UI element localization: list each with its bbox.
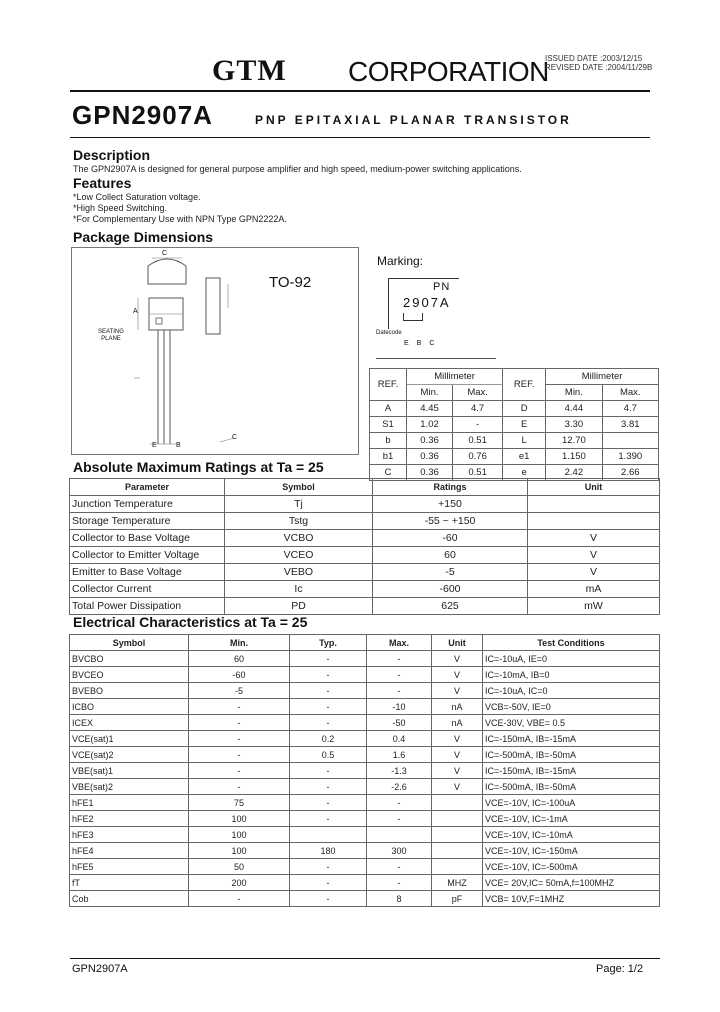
ec-row-cell: -10 bbox=[367, 699, 432, 715]
dim-row bbox=[370, 401, 659, 417]
dim-hdr-ref2: REF. bbox=[503, 369, 546, 401]
ec-row-cell: IC=-10mA, IB=0 bbox=[483, 667, 660, 683]
ec-row-cell: - bbox=[189, 699, 290, 715]
feature-item: *Low Collect Saturation voltage. bbox=[73, 192, 201, 202]
header-rule bbox=[70, 90, 650, 92]
date-block bbox=[545, 54, 652, 72]
dim-row-cell: 4.7 bbox=[602, 401, 658, 417]
amr-row-cell: -600 bbox=[373, 581, 528, 598]
dim-label-c: C bbox=[162, 250, 168, 257]
ec-header-row bbox=[70, 635, 660, 651]
amr-row-cell: VCBO bbox=[225, 530, 373, 547]
ec-table bbox=[69, 634, 660, 907]
amr-row-cell: +150 bbox=[373, 496, 528, 513]
ec-row-cell: hFE1 bbox=[70, 795, 189, 811]
amr-hdr: Ratings bbox=[373, 479, 528, 496]
subtitle-rule bbox=[70, 137, 650, 138]
dim-row-cell: 0.36 bbox=[407, 465, 453, 481]
lead-mark-b: B bbox=[416, 340, 430, 347]
ec-row-cell: -5 bbox=[189, 683, 290, 699]
ec-row-cell: VCE-30V, VBE= 0.5 bbox=[483, 715, 660, 731]
ec-row bbox=[70, 779, 660, 795]
dim-row-cell: S1 bbox=[370, 417, 407, 433]
feature-item: *High Speed Switching. bbox=[73, 203, 168, 213]
datecode-label: Datecode bbox=[376, 330, 402, 336]
dim-row-cell: 2.66 bbox=[602, 465, 658, 481]
issued-date: ISSUED DATE :2003/12/15 bbox=[545, 54, 643, 63]
seating-text: SEATING bbox=[98, 329, 124, 335]
ec-row-cell: VCE(sat)2 bbox=[70, 747, 189, 763]
ec-row-cell: VCE=-10V, IC=-150mA bbox=[483, 843, 660, 859]
ec-row-cell: - bbox=[290, 795, 367, 811]
dim-row-cell: e1 bbox=[503, 449, 546, 465]
dim-header-row bbox=[370, 369, 659, 385]
ec-row-cell: hFE4 bbox=[70, 843, 189, 859]
dim-row-cell: 1.02 bbox=[407, 417, 453, 433]
dim-row-cell: b1 bbox=[370, 449, 407, 465]
ec-row-cell: -2.6 bbox=[367, 779, 432, 795]
amr-row-cell: -60 bbox=[373, 530, 528, 547]
amr-row-cell: PD bbox=[225, 598, 373, 615]
ec-row bbox=[70, 843, 660, 859]
ec-row-cell bbox=[290, 827, 367, 843]
amr-row-cell: 625 bbox=[373, 598, 528, 615]
ec-row-cell: VCE=-10V, IC=-1mA bbox=[483, 811, 660, 827]
marking-rule bbox=[376, 358, 496, 359]
ec-row-cell: - bbox=[367, 795, 432, 811]
dim-label-cc: C bbox=[232, 434, 238, 441]
ec-row bbox=[70, 667, 660, 683]
dim-row-cell: A bbox=[370, 401, 407, 417]
dim-hdr-ref: REF. bbox=[370, 369, 407, 401]
dim-row bbox=[370, 417, 659, 433]
marking-box bbox=[388, 278, 459, 329]
dim-row-cell: 0.36 bbox=[407, 433, 453, 449]
dim-row bbox=[370, 433, 659, 449]
lead-marks bbox=[404, 340, 442, 347]
ec-row-cell: - bbox=[290, 811, 367, 827]
dim-row-cell: 4.44 bbox=[546, 401, 602, 417]
ec-row-cell: VBE(sat)1 bbox=[70, 763, 189, 779]
ec-row-cell: VCE=-10V, IC=-100uA bbox=[483, 795, 660, 811]
ec-row-cell: hFE3 bbox=[70, 827, 189, 843]
ec-hdr: Max. bbox=[367, 635, 432, 651]
package-drawing-box bbox=[71, 247, 359, 455]
ec-row-cell: 1.6 bbox=[367, 747, 432, 763]
amr-row-cell: Collector Current bbox=[70, 581, 225, 598]
lead-mark-c: C bbox=[429, 340, 443, 347]
dim-row-cell: 1.390 bbox=[602, 449, 658, 465]
ec-row-cell: 200 bbox=[189, 875, 290, 891]
ec-row-cell: V bbox=[432, 651, 483, 667]
footer-part: GPN2907A bbox=[72, 963, 128, 975]
feature-item: *For Complementary Use with NPN Type GPN2222A. bbox=[73, 214, 287, 224]
amr-row-cell: Collector to Base Voltage bbox=[70, 530, 225, 547]
ec-row-cell: 100 bbox=[189, 827, 290, 843]
dim-row-cell: 12.70 bbox=[546, 433, 602, 449]
ec-row-cell: 60 bbox=[189, 651, 290, 667]
ec-row-cell: 0.4 bbox=[367, 731, 432, 747]
ec-row-cell: - bbox=[290, 763, 367, 779]
ec-row-cell: V bbox=[432, 667, 483, 683]
amr-row bbox=[70, 513, 660, 530]
ec-row-cell: V bbox=[432, 779, 483, 795]
ec-row-cell bbox=[432, 827, 483, 843]
amr-row-cell: Collector to Emitter Voltage bbox=[70, 547, 225, 564]
ec-row-cell: nA bbox=[432, 715, 483, 731]
ec-hdr: Typ. bbox=[290, 635, 367, 651]
plane-text: PLANE bbox=[101, 336, 121, 342]
ec-row-cell: - bbox=[290, 715, 367, 731]
amr-row-cell: mA bbox=[528, 581, 660, 598]
ec-row-cell: 180 bbox=[290, 843, 367, 859]
ec-row-cell: ICEX bbox=[70, 715, 189, 731]
amr-row-cell: V bbox=[528, 547, 660, 564]
ec-row bbox=[70, 747, 660, 763]
ec-row-cell: - bbox=[367, 875, 432, 891]
ec-row-cell: - bbox=[189, 891, 290, 907]
ec-row-cell: 50 bbox=[189, 859, 290, 875]
amr-row-cell: VCEO bbox=[225, 547, 373, 564]
package-title: Package Dimensions bbox=[73, 229, 214, 245]
dim-body bbox=[370, 401, 659, 481]
marking-line-1: PN bbox=[433, 281, 451, 293]
dim-row-cell: 0.51 bbox=[453, 433, 503, 449]
amr-row-cell: Junction Temperature bbox=[70, 496, 225, 513]
ec-row-cell: - bbox=[367, 811, 432, 827]
dim-row-cell: b bbox=[370, 433, 407, 449]
dim-row-cell: E bbox=[503, 417, 546, 433]
ec-row-cell: - bbox=[290, 699, 367, 715]
ec-row-cell bbox=[432, 795, 483, 811]
dim-row-cell: 0.76 bbox=[453, 449, 503, 465]
amr-row-cell: -5 bbox=[373, 564, 528, 581]
ec-row-cell: VCE(sat)1 bbox=[70, 731, 189, 747]
ec-row-cell: pF bbox=[432, 891, 483, 907]
to92-outline-drawing bbox=[72, 248, 358, 454]
lead-label-b: B bbox=[176, 442, 181, 449]
ec-row-cell: -1.3 bbox=[367, 763, 432, 779]
amr-row-cell: Emitter to Base Voltage bbox=[70, 564, 225, 581]
dim-sub: Max. bbox=[602, 385, 658, 401]
ec-row bbox=[70, 651, 660, 667]
amr-row bbox=[70, 496, 660, 513]
amr-row-cell bbox=[528, 496, 660, 513]
ec-row-cell: - bbox=[367, 667, 432, 683]
ec-row-cell: VCE=-10V, IC=-500mA bbox=[483, 859, 660, 875]
ec-row-cell: VCE= 20V,IC= 50mA,f=100MHZ bbox=[483, 875, 660, 891]
ec-row-cell: - bbox=[189, 731, 290, 747]
ec-row-cell: BVCBO bbox=[70, 651, 189, 667]
ec-row-cell: Cob bbox=[70, 891, 189, 907]
ec-row-cell: V bbox=[432, 683, 483, 699]
ec-row-cell: nA bbox=[432, 699, 483, 715]
ec-row-cell: IC=-500mA, IB=-50mA bbox=[483, 747, 660, 763]
ec-row-cell: IC=-150mA, IB=-15mA bbox=[483, 731, 660, 747]
dim-hdr-mm: Millimeter bbox=[407, 369, 503, 385]
ec-row-cell: 75 bbox=[189, 795, 290, 811]
amr-row bbox=[70, 581, 660, 598]
amr-row-cell: V bbox=[528, 530, 660, 547]
ec-row-cell: fT bbox=[70, 875, 189, 891]
ec-row-cell: - bbox=[290, 891, 367, 907]
features-list bbox=[73, 192, 287, 225]
amr-title: Absolute Maximum Ratings at Ta = 25 bbox=[73, 459, 324, 475]
amr-row-cell: Tstg bbox=[225, 513, 373, 530]
amr-row bbox=[70, 530, 660, 547]
amr-row-cell: -55 ~ +150 bbox=[373, 513, 528, 530]
ec-row-cell: - bbox=[290, 779, 367, 795]
dim-row-cell: 0.36 bbox=[407, 449, 453, 465]
dim-sub: Min. bbox=[407, 385, 453, 401]
ec-hdr: Symbol bbox=[70, 635, 189, 651]
ec-row-cell bbox=[432, 811, 483, 827]
ec-row bbox=[70, 683, 660, 699]
brand-logo: GTM bbox=[212, 54, 287, 87]
dim-row-cell: C bbox=[370, 465, 407, 481]
ec-row-cell: VBE(sat)2 bbox=[70, 779, 189, 795]
ec-row-cell: 300 bbox=[367, 843, 432, 859]
part-subtitle: PNP EPITAXIAL PLANAR TRANSISTOR bbox=[255, 113, 572, 127]
dim-row-cell: 4.7 bbox=[453, 401, 503, 417]
ec-row-cell: V bbox=[432, 763, 483, 779]
ec-row bbox=[70, 763, 660, 779]
dim-row-cell: L bbox=[503, 433, 546, 449]
ec-row-cell: 100 bbox=[189, 843, 290, 859]
ec-row-cell: - bbox=[189, 715, 290, 731]
ec-row-cell: ICBO bbox=[70, 699, 189, 715]
ec-row-cell bbox=[432, 859, 483, 875]
dim-hdr-mm2: Millimeter bbox=[546, 369, 659, 385]
footer-page: Page: 1/2 bbox=[596, 963, 644, 975]
dimension-table bbox=[369, 368, 659, 481]
ec-row-cell: - bbox=[367, 859, 432, 875]
ec-row-cell: - bbox=[189, 763, 290, 779]
dim-row-cell bbox=[602, 433, 658, 449]
ec-row-cell: MHZ bbox=[432, 875, 483, 891]
ec-row-cell: - bbox=[290, 859, 367, 875]
ec-row-cell: 100 bbox=[189, 811, 290, 827]
ec-row bbox=[70, 715, 660, 731]
datecode-box bbox=[403, 313, 423, 321]
ec-row-cell: 8 bbox=[367, 891, 432, 907]
ec-row-cell: - bbox=[189, 779, 290, 795]
ec-row-cell: - bbox=[189, 747, 290, 763]
ec-row-cell: IC=-10uA, IE=0 bbox=[483, 651, 660, 667]
ec-hdr: Test Conditions bbox=[483, 635, 660, 651]
ec-row-cell bbox=[367, 827, 432, 843]
to92-label: TO-92 bbox=[269, 274, 312, 291]
amr-row-cell: V bbox=[528, 564, 660, 581]
dim-row-cell: 2.42 bbox=[546, 465, 602, 481]
marking-label: Marking: bbox=[377, 254, 424, 268]
ec-row-cell: V bbox=[432, 731, 483, 747]
amr-row-cell: Total Power Dissipation bbox=[70, 598, 225, 615]
dim-sub: Max. bbox=[453, 385, 503, 401]
ec-row-cell: - bbox=[290, 667, 367, 683]
ec-row-cell: IC=-10uA, IC=0 bbox=[483, 683, 660, 699]
amr-row-cell: mW bbox=[528, 598, 660, 615]
lead-label-e: E bbox=[152, 442, 157, 449]
amr-header-row bbox=[70, 479, 660, 496]
ec-row-cell: IC=-150mA, IB=-15mA bbox=[483, 763, 660, 779]
ec-row-cell: hFE5 bbox=[70, 859, 189, 875]
amr-row-cell: VEBO bbox=[225, 564, 373, 581]
amr-hdr: Parameter bbox=[70, 479, 225, 496]
description-text: The GPN2907A is designed for general purpose amplifier and high speed, medium-power switching applications. bbox=[73, 164, 522, 174]
ec-row bbox=[70, 699, 660, 715]
ec-row-cell: BVEBO bbox=[70, 683, 189, 699]
dim-row-cell: e bbox=[503, 465, 546, 481]
amr-row-cell: 60 bbox=[373, 547, 528, 564]
features-title: Features bbox=[73, 175, 132, 191]
ec-row-cell: - bbox=[290, 875, 367, 891]
dim-row-cell: 3.81 bbox=[602, 417, 658, 433]
ec-title: Electrical Characteristics at Ta = 25 bbox=[73, 614, 308, 630]
revised-date: REVISED DATE :2004/11/29B bbox=[545, 63, 653, 72]
ec-row-cell: - bbox=[290, 651, 367, 667]
ec-row-cell: hFE2 bbox=[70, 811, 189, 827]
amr-row bbox=[70, 564, 660, 581]
amr-row-cell: Ic bbox=[225, 581, 373, 598]
amr-hdr: Unit bbox=[528, 479, 660, 496]
ec-row-cell: - bbox=[290, 683, 367, 699]
amr-row-cell bbox=[528, 513, 660, 530]
ec-row-cell: VCB=-50V, IE=0 bbox=[483, 699, 660, 715]
ec-row-cell: VCB= 10V,F=1MHZ bbox=[483, 891, 660, 907]
ec-row-cell: BVCEO bbox=[70, 667, 189, 683]
ec-row bbox=[70, 827, 660, 843]
ec-row bbox=[70, 811, 660, 827]
dim-label-a: A bbox=[133, 308, 138, 315]
ec-row bbox=[70, 859, 660, 875]
dim-row-cell: 1.150 bbox=[546, 449, 602, 465]
ec-row bbox=[70, 795, 660, 811]
ec-row-cell bbox=[432, 843, 483, 859]
ec-row-cell: VCE=-10V, IC=-10mA bbox=[483, 827, 660, 843]
ec-row-cell: 0.5 bbox=[290, 747, 367, 763]
ec-hdr: Min. bbox=[189, 635, 290, 651]
ec-row-cell: IC=-500mA, IB=-50mA bbox=[483, 779, 660, 795]
part-number: GPN2907A bbox=[72, 100, 213, 130]
ec-row-cell: -60 bbox=[189, 667, 290, 683]
dim-row-cell: 0.51 bbox=[453, 465, 503, 481]
amr-body bbox=[70, 496, 660, 615]
amr-hdr: Symbol bbox=[225, 479, 373, 496]
description-title: Description bbox=[73, 147, 151, 163]
amr-row bbox=[70, 598, 660, 615]
ec-row-cell: - bbox=[367, 683, 432, 699]
ec-row bbox=[70, 875, 660, 891]
lead-mark-e: E bbox=[404, 340, 417, 347]
ec-hdr: Unit bbox=[432, 635, 483, 651]
seating-plane-label bbox=[98, 329, 124, 343]
amr-table bbox=[69, 478, 660, 615]
ec-row bbox=[70, 891, 660, 907]
dim-row-cell: 4.45 bbox=[407, 401, 453, 417]
footer-rule bbox=[70, 958, 660, 959]
amr-row-cell: Tj bbox=[225, 496, 373, 513]
ec-row-cell: 0.2 bbox=[290, 731, 367, 747]
amr-row-cell: Storage Temperature bbox=[70, 513, 225, 530]
amr-row bbox=[70, 547, 660, 564]
ec-row-cell: -50 bbox=[367, 715, 432, 731]
ec-row-cell: V bbox=[432, 747, 483, 763]
dim-row bbox=[370, 449, 659, 465]
dim-row-cell: D bbox=[503, 401, 546, 417]
dim-row-cell: 3.30 bbox=[546, 417, 602, 433]
marking-line-2: 2907A bbox=[403, 295, 451, 310]
corporation-title: CORPORATION bbox=[348, 56, 549, 87]
ec-row bbox=[70, 731, 660, 747]
dim-row-cell: - bbox=[453, 417, 503, 433]
ec-row-cell: - bbox=[367, 651, 432, 667]
dim-sub: Min. bbox=[546, 385, 602, 401]
ec-body bbox=[70, 651, 660, 907]
